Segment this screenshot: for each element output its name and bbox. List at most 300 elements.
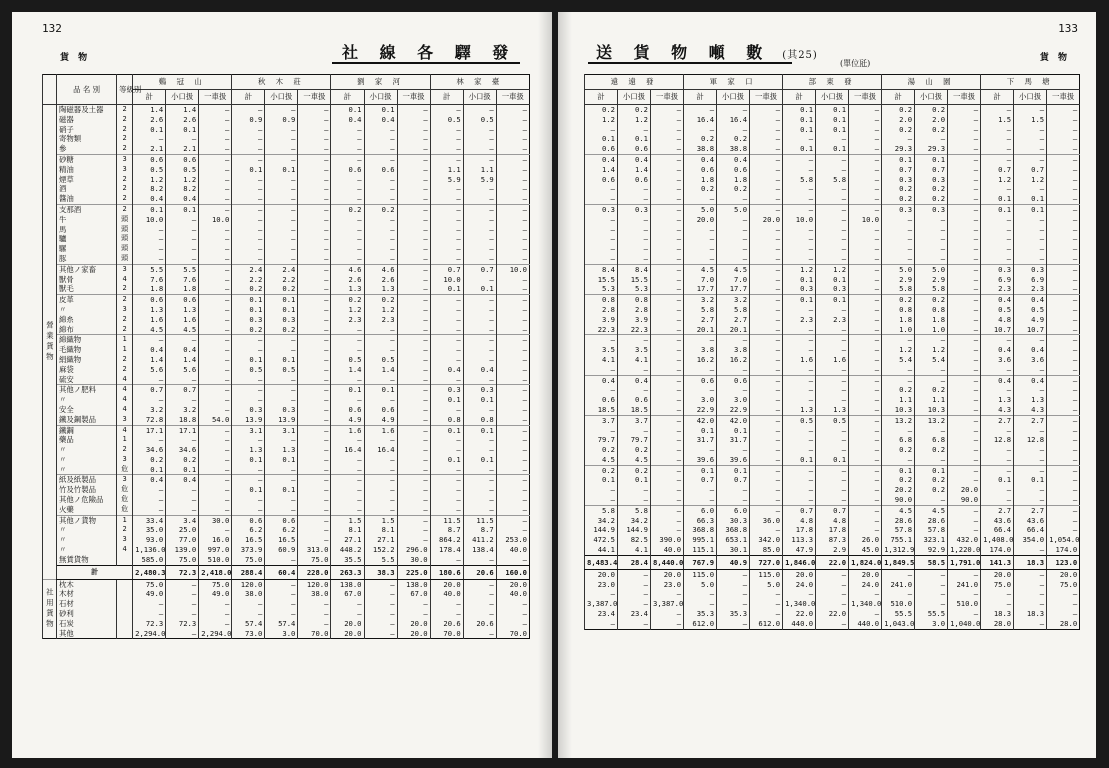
cell-value: — xyxy=(585,225,618,235)
cell-value: 0.1 xyxy=(882,465,915,475)
cell-value: 864.2 xyxy=(430,535,463,545)
cell-value: — xyxy=(265,225,298,235)
cell-value: 20.0 xyxy=(948,485,981,495)
cell-value: — xyxy=(265,125,298,135)
cell-value: 0.6 xyxy=(618,175,651,185)
cell-value: 0.4 xyxy=(684,154,717,164)
cell-value: 0.1 xyxy=(265,305,298,315)
cell-value: — xyxy=(199,375,232,385)
company-row xyxy=(585,609,1080,619)
cell-value: 3.2 xyxy=(684,295,717,305)
cell-value: — xyxy=(981,254,1014,264)
cell-value: 90.0 xyxy=(948,495,981,505)
cell-value: — xyxy=(430,194,463,204)
cell-value: — xyxy=(463,475,496,485)
grade: 2 xyxy=(117,525,133,535)
running-head: 貨 物 xyxy=(60,53,91,63)
cell-value: 1.2 xyxy=(882,345,915,355)
cell-value: — xyxy=(816,165,849,175)
cell-value: — xyxy=(750,295,783,305)
cell-value: 30.3 xyxy=(717,516,750,526)
cell-value: — xyxy=(1047,184,1080,194)
cell-value: 0.1 xyxy=(585,134,618,144)
cell-value: — xyxy=(199,325,232,335)
cell-value: 5.0 xyxy=(684,580,717,590)
table-row xyxy=(43,435,530,445)
cell-value: 5.0 xyxy=(684,204,717,214)
cell-value: 67.0 xyxy=(331,589,364,599)
table-row xyxy=(585,225,1080,235)
cell-value: — xyxy=(397,154,430,164)
cell-value: — xyxy=(298,405,331,415)
cell-value: — xyxy=(199,244,232,254)
cell-value: — xyxy=(463,204,496,214)
cell-value: — xyxy=(265,375,298,385)
cell-value: 6.8 xyxy=(915,435,948,445)
cell-value: — xyxy=(750,345,783,355)
cell-value: — xyxy=(717,244,750,254)
total-value: 1,849.5 xyxy=(882,555,915,569)
cell-value: 5.8 xyxy=(717,305,750,315)
cell-value: 0.1 xyxy=(618,475,651,485)
company-row xyxy=(43,619,530,629)
cell-value: 0.1 xyxy=(882,154,915,164)
cell-value: 0.2 xyxy=(915,295,948,305)
cell-value: 13.2 xyxy=(915,415,948,425)
cell-value: — xyxy=(915,134,948,144)
cell-value: 72.8 xyxy=(133,415,166,425)
table-row xyxy=(585,345,1080,355)
cell-value: — xyxy=(750,395,783,405)
cell-value: 0.8 xyxy=(882,305,915,315)
cell-value: — xyxy=(397,335,430,345)
cell-value: — xyxy=(331,244,364,254)
cell-value: — xyxy=(783,165,816,175)
cell-value: — xyxy=(1047,244,1080,254)
cell-value: — xyxy=(1047,589,1080,599)
cell-value: — xyxy=(1047,525,1080,535)
item-name: 獸毛 xyxy=(57,284,117,294)
cell-value: — xyxy=(783,435,816,445)
table-row xyxy=(585,325,1080,335)
cell-value: 0.5 xyxy=(981,305,1014,315)
table-row xyxy=(585,305,1080,315)
cell-value: — xyxy=(232,375,265,385)
cell-value: — xyxy=(1047,505,1080,515)
cell-value: 1.2 xyxy=(618,115,651,125)
cell-value: 1.8 xyxy=(133,284,166,294)
cell-value: 10.7 xyxy=(981,325,1014,335)
cell-value: 5.8 xyxy=(684,305,717,315)
table-row xyxy=(585,405,1080,415)
cell-value: — xyxy=(166,244,199,254)
cell-value: — xyxy=(585,495,618,505)
cell-value: — xyxy=(849,275,882,285)
cell-value: 55.5 xyxy=(882,609,915,619)
cell-value: — xyxy=(783,244,816,254)
cell-value: — xyxy=(783,445,816,455)
cell-value: — xyxy=(882,225,915,235)
cell-value: 8.2 xyxy=(133,184,166,194)
cell-value: — xyxy=(750,475,783,485)
cell-value: — xyxy=(166,485,199,495)
cell-value: — xyxy=(430,325,463,335)
sub-header: 計 xyxy=(783,90,816,105)
cell-value: 0.1 xyxy=(1014,204,1047,214)
item-name: 藥品 xyxy=(57,435,117,445)
cell-value: — xyxy=(651,115,684,125)
cell-value: — xyxy=(816,194,849,204)
cell-value: 1.1 xyxy=(882,395,915,405)
cell-value: 66.3 xyxy=(684,516,717,526)
cell-value: — xyxy=(651,609,684,619)
cell-value: — xyxy=(364,435,397,445)
cell-value: — xyxy=(298,264,331,274)
cell-value: — xyxy=(496,284,529,294)
cell-value: — xyxy=(397,175,430,185)
cell-value: — xyxy=(397,609,430,619)
cell-value: — xyxy=(265,589,298,599)
cell-value: — xyxy=(750,455,783,465)
cell-value: — xyxy=(298,355,331,365)
cell-value: — xyxy=(1047,254,1080,264)
cell-value: 1.4 xyxy=(133,105,166,115)
cell-value: — xyxy=(265,194,298,204)
sub-header: 計 xyxy=(430,90,463,105)
cell-value: — xyxy=(783,335,816,345)
cell-value: — xyxy=(166,395,199,405)
cell-value: 1,054.0 xyxy=(1047,535,1080,545)
cell-value: — xyxy=(430,315,463,325)
cell-value: — xyxy=(717,495,750,505)
cell-value: 1.3 xyxy=(133,305,166,315)
cell-value: 5.8 xyxy=(585,505,618,515)
cell-value: — xyxy=(717,580,750,590)
cell-value: 0.1 xyxy=(232,305,265,315)
total-value: 58.5 xyxy=(915,555,948,569)
cell-value: 0.1 xyxy=(816,455,849,465)
cell-value: — xyxy=(331,175,364,185)
cell-value: — xyxy=(397,264,430,274)
table-row xyxy=(585,435,1080,445)
cell-value: 23.4 xyxy=(618,609,651,619)
cell-value: 1.4 xyxy=(585,165,618,175)
cell-value: 20.0 xyxy=(783,569,816,579)
cell-value: — xyxy=(265,435,298,445)
cell-value: — xyxy=(585,125,618,135)
page-title: 社 線 各 驛 發 xyxy=(342,43,517,62)
grade: 2 xyxy=(117,134,133,144)
table-row xyxy=(585,505,1080,515)
cell-value: — xyxy=(849,495,882,505)
station-header: 下 馬 塘 xyxy=(981,75,1080,90)
freight-table-left xyxy=(42,74,530,639)
cell-value: — xyxy=(816,184,849,194)
cell-value: — xyxy=(651,165,684,175)
cell-value: 1.6 xyxy=(783,355,816,365)
cell-value: 0.4 xyxy=(166,194,199,204)
cell-value: 1.4 xyxy=(331,365,364,375)
cell-value: — xyxy=(651,385,684,395)
cell-value: — xyxy=(397,365,430,375)
cell-value: 28.0 xyxy=(981,619,1014,629)
cell-value: — xyxy=(199,385,232,395)
cell-value: 27.1 xyxy=(364,535,397,545)
cell-value: — xyxy=(948,426,981,436)
cell-value: — xyxy=(430,125,463,135)
station-header: 軍 家 口 xyxy=(684,75,783,90)
cell-value: — xyxy=(496,295,529,305)
item-name: 牛 xyxy=(57,215,117,225)
cell-value: — xyxy=(463,485,496,495)
grade xyxy=(117,599,133,609)
cell-value: — xyxy=(849,589,882,599)
cell-value: — xyxy=(1014,184,1047,194)
sub-header: 計 xyxy=(981,90,1014,105)
cell-value: — xyxy=(948,395,981,405)
cell-value: 3.4 xyxy=(166,515,199,525)
cell-value: — xyxy=(651,204,684,214)
cell-value: — xyxy=(199,355,232,365)
cell-value: 368.8 xyxy=(717,525,750,535)
sub-header: 小口扱 xyxy=(463,90,496,105)
cell-value: 16.4 xyxy=(364,445,397,455)
cell-value: — xyxy=(166,435,199,445)
company-row xyxy=(585,599,1080,609)
cell-value: — xyxy=(750,335,783,345)
cell-value: — xyxy=(298,215,331,225)
cell-value: — xyxy=(948,405,981,415)
cell-value: — xyxy=(496,485,529,495)
cell-value: 75.0 xyxy=(1047,580,1080,590)
item-name: 參 xyxy=(57,144,117,154)
cell-value: — xyxy=(717,335,750,345)
total-value: 22.0 xyxy=(816,555,849,569)
sub-header: 一車扱 xyxy=(750,90,783,105)
cell-value: — xyxy=(717,194,750,204)
cell-value: 1.4 xyxy=(364,365,397,375)
grade: 4 xyxy=(117,425,133,435)
table-row xyxy=(585,165,1080,175)
cell-value: 4.1 xyxy=(585,355,618,365)
company-row xyxy=(43,589,530,599)
cell-value: — xyxy=(816,254,849,264)
cell-value: — xyxy=(651,445,684,455)
cell-value: — xyxy=(133,254,166,264)
cell-value: — xyxy=(816,305,849,315)
table-row xyxy=(43,144,530,154)
cell-value: 0.4 xyxy=(133,345,166,355)
cell-value: 0.8 xyxy=(585,295,618,305)
cell-value: — xyxy=(849,144,882,154)
cell-value: 0.2 xyxy=(915,125,948,135)
cell-value: 7.0 xyxy=(717,275,750,285)
cell-value: — xyxy=(816,619,849,629)
cell-value: 13.9 xyxy=(265,415,298,425)
cell-value: — xyxy=(496,375,529,385)
cell-value: — xyxy=(232,184,265,194)
right-page xyxy=(558,12,1096,758)
cell-value: — xyxy=(430,345,463,355)
cell-value: — xyxy=(882,335,915,345)
item-name: 安全 xyxy=(57,405,117,415)
cell-value: — xyxy=(915,225,948,235)
cell-value: 0.4 xyxy=(1014,375,1047,385)
cell-value: — xyxy=(684,254,717,264)
cell-value: 1.2 xyxy=(585,115,618,125)
cell-value: 15.5 xyxy=(585,275,618,285)
cell-value: — xyxy=(232,345,265,355)
total-row xyxy=(43,565,530,579)
cell-value: — xyxy=(133,234,166,244)
cell-value: 0.6 xyxy=(585,395,618,405)
total-row xyxy=(585,555,1080,569)
cell-value: — xyxy=(651,505,684,515)
table-row xyxy=(585,184,1080,194)
cell-value: — xyxy=(915,589,948,599)
cell-value: 115.0 xyxy=(684,569,717,579)
cell-value: — xyxy=(1047,445,1080,455)
cell-value: — xyxy=(1014,125,1047,135)
cell-value: — xyxy=(199,194,232,204)
cell-value: — xyxy=(618,234,651,244)
cell-value: — xyxy=(882,589,915,599)
cell-value: 3.5 xyxy=(618,345,651,355)
cell-value: — xyxy=(948,375,981,385)
cell-value: — xyxy=(849,385,882,395)
cell-value: 138.0 xyxy=(397,579,430,589)
cell-value: — xyxy=(331,435,364,445)
grade: 2 xyxy=(117,204,133,214)
cell-value: — xyxy=(364,589,397,599)
cell-value: — xyxy=(1047,264,1080,274)
cell-value: 2.7 xyxy=(981,415,1014,425)
cell-value: 20.0 xyxy=(981,569,1014,579)
cell-value: 2.7 xyxy=(684,315,717,325)
cell-value: 8.2 xyxy=(166,184,199,194)
cell-value: — xyxy=(816,569,849,579)
cell-value: 0.4 xyxy=(1014,345,1047,355)
cell-value: 612.0 xyxy=(684,619,717,629)
cell-value: — xyxy=(199,475,232,485)
cell-value: — xyxy=(1047,345,1080,355)
cell-value: — xyxy=(1047,295,1080,305)
cell-value: 4.8 xyxy=(783,516,816,526)
cell-value: 3.9 xyxy=(618,315,651,325)
cell-value: 10.3 xyxy=(882,405,915,415)
table-row xyxy=(585,295,1080,305)
item-name: 〃 xyxy=(57,395,117,405)
cell-value: — xyxy=(684,335,717,345)
cell-value: — xyxy=(463,244,496,254)
cell-value: 440.0 xyxy=(783,619,816,629)
cell-value: 22.9 xyxy=(717,405,750,415)
cell-value: 0.2 xyxy=(133,455,166,465)
cell-value: — xyxy=(331,465,364,475)
cell-value: — xyxy=(618,365,651,375)
cell-value: 1.6 xyxy=(364,425,397,435)
cell-value: 997.0 xyxy=(199,545,232,555)
cell-value: 10.0 xyxy=(430,275,463,285)
table-row xyxy=(585,455,1080,465)
item-name: 其他ノ危險品 xyxy=(57,495,117,505)
cell-value: 22.3 xyxy=(585,325,618,335)
cell-value: — xyxy=(1047,194,1080,204)
cell-value: 1.5 xyxy=(1014,115,1047,125)
cell-value: 0.6 xyxy=(232,515,265,525)
cell-value: — xyxy=(1047,275,1080,285)
cell-value: 0.3 xyxy=(882,175,915,185)
table-row xyxy=(585,516,1080,526)
cell-value: 0.3 xyxy=(463,385,496,395)
cell-value: — xyxy=(816,375,849,385)
item-name: 砂利 xyxy=(57,609,117,619)
cell-value: 0.1 xyxy=(816,115,849,125)
cell-value: 13.9 xyxy=(232,415,265,425)
item-name: 酒 xyxy=(57,184,117,194)
cell-value: — xyxy=(915,426,948,436)
cell-value: — xyxy=(397,385,430,395)
cell-value: 3.2 xyxy=(166,405,199,415)
cell-value: — xyxy=(948,105,981,115)
cell-value: — xyxy=(298,375,331,385)
cell-value: 1.6 xyxy=(816,355,849,365)
cell-value: 4.5 xyxy=(585,455,618,465)
cell-value: — xyxy=(265,579,298,589)
cell-value: — xyxy=(1047,495,1080,505)
cell-value: — xyxy=(166,215,199,225)
table-row xyxy=(585,264,1080,274)
cell-value: — xyxy=(364,345,397,355)
cell-value: — xyxy=(331,335,364,345)
cell-value: — xyxy=(783,495,816,505)
sub-header: 一車扱 xyxy=(651,90,684,105)
cell-value: — xyxy=(199,525,232,535)
cell-value: — xyxy=(430,234,463,244)
cell-value: 0.1 xyxy=(981,475,1014,485)
cell-value: — xyxy=(651,315,684,325)
cell-value: 4.6 xyxy=(364,264,397,274)
cell-value: — xyxy=(331,455,364,465)
cell-value: — xyxy=(298,445,331,455)
cell-value: — xyxy=(783,184,816,194)
cell-value: — xyxy=(199,465,232,475)
cell-value: 0.1 xyxy=(430,395,463,405)
cell-value: — xyxy=(1047,599,1080,609)
cell-value: 11.5 xyxy=(430,515,463,525)
cell-value: — xyxy=(397,275,430,285)
item-name: 獸骨 xyxy=(57,275,117,285)
cell-value: — xyxy=(133,244,166,254)
unit-note: (單位瓩) xyxy=(840,59,871,68)
table-row xyxy=(585,485,1080,495)
cell-value: 653.1 xyxy=(717,535,750,545)
cell-value: — xyxy=(1047,154,1080,164)
cell-value: — xyxy=(298,525,331,535)
cell-value: — xyxy=(1014,215,1047,225)
cell-value: 0.4 xyxy=(133,475,166,485)
cell-value: 0.6 xyxy=(364,165,397,175)
cell-value: — xyxy=(496,455,529,465)
cell-value: 42.0 xyxy=(684,415,717,425)
cell-value: 28.0 xyxy=(1047,619,1080,629)
cell-value: 0.7 xyxy=(816,505,849,515)
cell-value: 241.0 xyxy=(948,580,981,590)
cell-value: — xyxy=(199,365,232,375)
cell-value: 44.1 xyxy=(585,545,618,555)
cell-value: — xyxy=(684,485,717,495)
cell-value: — xyxy=(199,405,232,415)
